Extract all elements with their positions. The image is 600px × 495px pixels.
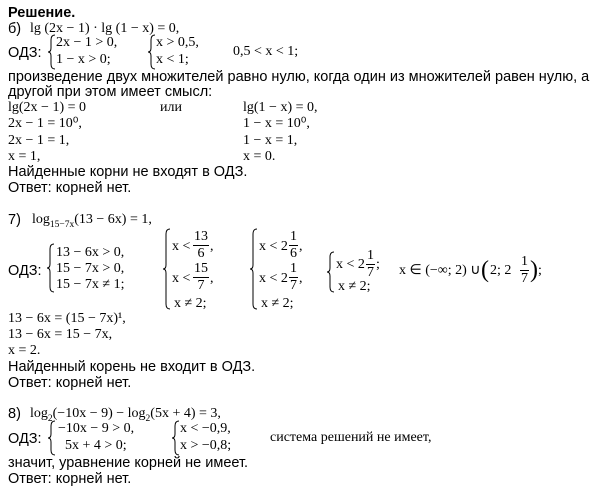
problem-7-equation (32, 212, 152, 230)
brace-icon (48, 420, 56, 456)
problem-7-interval-inner: 2; 2 (490, 263, 512, 278)
problem-7-sys3-row3: x ≠ 2; (261, 296, 294, 311)
problem-7-odz-label: ОДЗ: (8, 263, 42, 279)
problem-b-odz-sys2-row1: x > 0,5, (156, 35, 199, 50)
heading: Решение. (8, 5, 76, 21)
problem-7-sys3-row1-suffix: , (299, 239, 303, 254)
problem-b-right-step3: 1 − x = 1, (243, 133, 298, 148)
brace-icon (48, 34, 56, 70)
problem-b-or: или (160, 100, 182, 115)
problem-7-sys3-row1-prefix: x < 2 (259, 239, 288, 254)
problem-7-step3: x = 2. (8, 343, 41, 358)
problem-b-left-step2: 2x − 1 = 10⁰, (8, 116, 82, 131)
problem-7-step1: 13 − 6x = (15 − 7x)¹, (8, 311, 126, 326)
brace-icon (172, 420, 180, 456)
problem-b-right-step1: lg(1 − x) = 0, (243, 100, 318, 115)
log-argument: (13 − 6x) = 1, (74, 212, 152, 227)
problem-8-answer: Ответ: корней нет. (8, 471, 132, 487)
problem-7-step2: 13 − 6x = 15 − 7x, (8, 327, 113, 342)
problem-7-interval-end: ; (538, 263, 542, 278)
problem-7-answer: Ответ: корней нет. (8, 375, 132, 391)
problem-7-sys3-row2-suffix: , (299, 271, 303, 286)
problem-8-equation (30, 406, 221, 424)
fraction (289, 262, 298, 293)
problem-8-sys1-row2: 5x + 4 > 0; (65, 438, 127, 453)
problem-b-conclusion: Найденные корни не входят в ОДЗ. (8, 164, 248, 180)
problem-b-equation: lg (2x − 1) · lg (1 − x) = 0, (30, 21, 180, 36)
log-text: log (30, 406, 48, 421)
denominator: 7 (521, 271, 528, 286)
log-base: 15−7x (49, 220, 75, 230)
problem-b-odz-result: 0,5 < x < 1; (233, 44, 299, 59)
problem-b-left-step1: lg(2x − 1) = 0 (8, 100, 87, 115)
brace-icon (148, 34, 156, 70)
fraction (193, 230, 209, 261)
problem-b-text1: произведение двух множителей равно нулю, когда один из множителей равен нулю, а (8, 69, 590, 85)
problem-7-sys2-row1-suffix: , (210, 239, 214, 254)
denominator: 7 (197, 278, 205, 293)
problem-b-odz-sys1-row2: 1 − x > 0; (56, 52, 111, 67)
log-base: 2 (145, 414, 151, 424)
problem-b-answer: Ответ: корней нет. (8, 180, 132, 196)
problem-7-label: 7) (8, 212, 21, 228)
problem-b-label: б) (8, 21, 22, 37)
problem-b-odz-sys1-row1: 2x − 1 > 0, (56, 35, 118, 50)
problem-7-sys4-row1-prefix: x < 2 (336, 257, 365, 272)
numerator: 1 (367, 248, 374, 263)
brace-icon (163, 228, 171, 310)
problem-7-sys4-row2: x ≠ 2; (338, 279, 371, 294)
fraction (289, 230, 298, 261)
brace-icon (327, 251, 335, 293)
numerator: 1 (290, 229, 297, 244)
log-end: (5x + 4) = 3, (150, 406, 221, 421)
problem-b-left-step3: 2x − 1 = 1, (8, 133, 70, 148)
problem-7-sys1-row2: 15 − 7x > 0, (56, 261, 125, 276)
problem-7-sys2-row2-suffix: , (210, 271, 214, 286)
problem-8-sys2-row1: x < −0,9, (180, 421, 231, 436)
denominator: 6 (290, 246, 297, 261)
problem-8-sys1-row1: −10x − 9 > 0, (58, 421, 135, 436)
denominator: 7 (290, 278, 297, 293)
problem-7-sys2-row1-prefix: x < (172, 239, 191, 254)
numerator: 15 (194, 261, 208, 276)
problem-7-sys3-row2-prefix: x < 2 (259, 271, 288, 286)
problem-7-sys4-row1-suffix: ; (376, 257, 380, 272)
log-base: 2 (47, 414, 53, 424)
log-text: log (32, 212, 50, 227)
brace-icon (250, 228, 258, 310)
brace-icon (47, 243, 55, 293)
paren-open-icon: ( (481, 257, 489, 283)
problem-8-label: 8) (8, 406, 21, 422)
problem-7-sys1-row3: 15 − 7x ≠ 1; (56, 277, 125, 292)
problem-8-no-solution: система решений не имеет, (270, 430, 432, 445)
problem-b-odz-sys2-row2: x < 1; (156, 52, 189, 67)
problem-8-sys2-row2: x > −0,8; (180, 438, 232, 453)
numerator: 13 (194, 229, 208, 244)
problem-b-text2: другой при этом имеет смысл: (8, 84, 213, 100)
problem-7-sys2-row2-prefix: x < (172, 271, 191, 286)
problem-8-odz-label: ОДЗ: (8, 431, 42, 447)
log-middle: (−10x − 9) − log (52, 406, 146, 421)
problem-7-sys2-row3: x ≠ 2; (174, 296, 207, 311)
denominator: 6 (197, 246, 205, 261)
problem-7-sys1-row1: 13 − 6x > 0, (56, 245, 125, 260)
problem-7-conclusion: Найденный корень не входит в ОДЗ. (8, 359, 256, 375)
fraction (520, 255, 529, 286)
problem-8-conclusion: значит, уравнение корней не имеет. (8, 455, 249, 471)
problem-b-right-step4: x = 0. (243, 149, 276, 164)
problem-7-interval-prefix: x ∈ (−∞; 2) ∪ (399, 263, 481, 278)
fraction (193, 262, 209, 293)
paren-close-icon: ) (530, 257, 538, 283)
fraction (366, 249, 375, 280)
problem-b-right-step2: 1 − x = 10⁰, (243, 116, 310, 131)
numerator: 1 (521, 254, 528, 269)
problem-b-left-step4: x = 1, (8, 149, 41, 164)
numerator: 1 (290, 261, 297, 276)
problem-b-odz-label: ОДЗ: (8, 45, 42, 61)
denominator: 7 (367, 265, 374, 280)
